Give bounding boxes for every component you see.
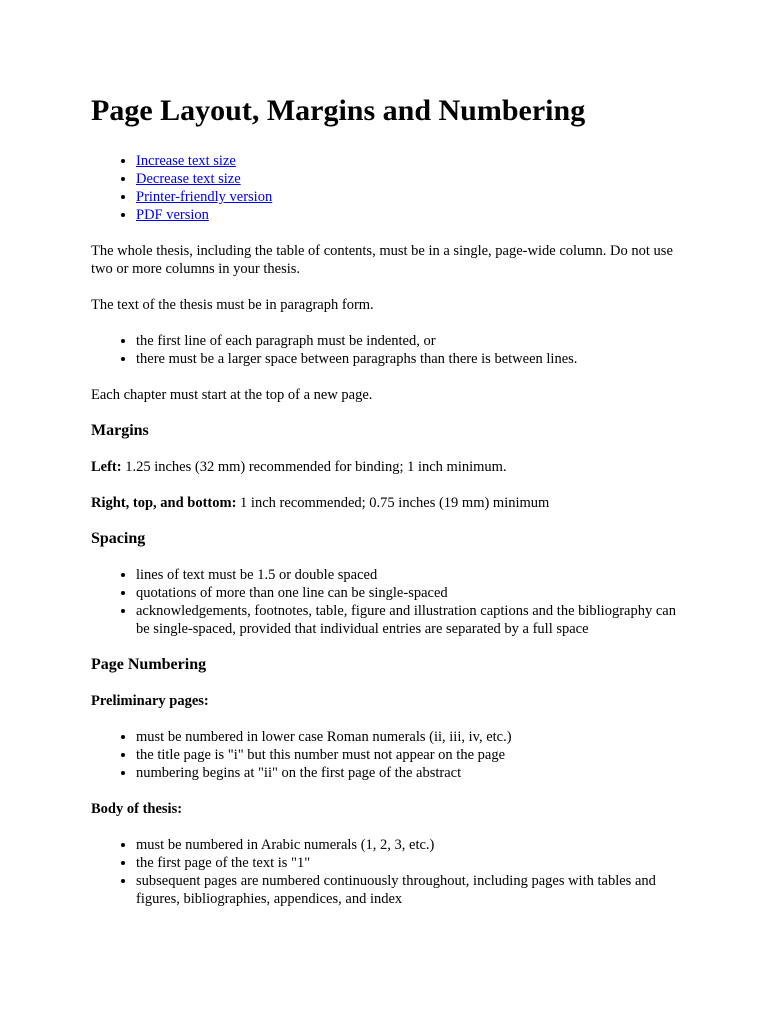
chapter-rule-text: Each chapter must start at the top of a new page. bbox=[91, 387, 373, 403]
list-item: • lines of text must be 1.5 or double spaced bbox=[136, 566, 688, 584]
other-margins-value: 1 inch recommended; 0.75 inches (19 mm) minimum bbox=[236, 495, 550, 511]
list-item: • the first line of each paragraph must be indented, or bbox=[136, 332, 688, 350]
left-margin-text bbox=[91, 458, 688, 476]
paragraph-rules-list bbox=[91, 332, 688, 368]
other-margins-label: Right, top, and bottom: bbox=[91, 495, 237, 511]
increase-text-size-link[interactable]: Increase text size bbox=[136, 153, 236, 169]
preliminary-pages-list bbox=[91, 728, 688, 782]
preliminary-pages-heading: Preliminary pages: bbox=[91, 693, 209, 709]
left-margin-value: 1.25 inches (32 mm) recommended for binding; 1 inch minimum. bbox=[121, 459, 507, 475]
other-margins-text bbox=[91, 494, 688, 512]
intro-paragraph: The whole thesis, including the table of contents, must be in a single, page-wide column. Do not use two or more columns in your thesis. bbox=[91, 243, 673, 277]
list-item: • acknowledgements, footnotes, table, figure and illustration captions and the bibliography can be single-spaced, provided that individual entries are separated by a full space bbox=[136, 602, 688, 638]
printer-friendly-link[interactable]: Printer-friendly version bbox=[136, 189, 273, 205]
spacing-heading: Spacing bbox=[91, 530, 146, 547]
list-item bbox=[136, 152, 688, 170]
list-item: • numbering begins at "ii" on the first page of the abstract bbox=[136, 764, 688, 782]
list-item: • there must be a larger space between paragraphs than there is between lines. bbox=[136, 350, 688, 368]
decrease-text-size-link[interactable]: Decrease text size bbox=[136, 171, 241, 187]
list-item: • the title page is "i" but this number must not appear on the page bbox=[136, 746, 688, 764]
list-item bbox=[136, 206, 688, 224]
action-links bbox=[91, 152, 688, 224]
page-title: Page Layout, Margins and Numbering bbox=[91, 94, 586, 127]
body-of-thesis-list bbox=[91, 836, 688, 908]
list-item: • must be numbered in Arabic numerals (1, 2, 3, etc.) bbox=[136, 836, 688, 854]
list-item bbox=[136, 170, 688, 188]
list-item: • the first page of the text is "1" bbox=[136, 854, 688, 872]
list-item: • subsequent pages are numbered continuously throughout, including pages with tables and figures, bibliographies, appendices, and index bbox=[136, 872, 688, 908]
page-numbering-heading: Page Numbering bbox=[91, 656, 207, 673]
list-item: • quotations of more than one line can be single-spaced bbox=[136, 584, 688, 602]
list-item bbox=[136, 188, 688, 206]
pdf-version-link[interactable]: PDF version bbox=[136, 207, 209, 223]
left-margin-label: Left: bbox=[91, 459, 122, 475]
paragraph-form-text: The text of the thesis must be in paragraph form. bbox=[91, 297, 374, 313]
body-of-thesis-heading: Body of thesis: bbox=[91, 801, 183, 817]
list-item: • must be numbered in lower case Roman numerals (ii, iii, iv, etc.) bbox=[136, 728, 688, 746]
spacing-list bbox=[91, 566, 688, 638]
margins-heading: Margins bbox=[91, 422, 149, 439]
